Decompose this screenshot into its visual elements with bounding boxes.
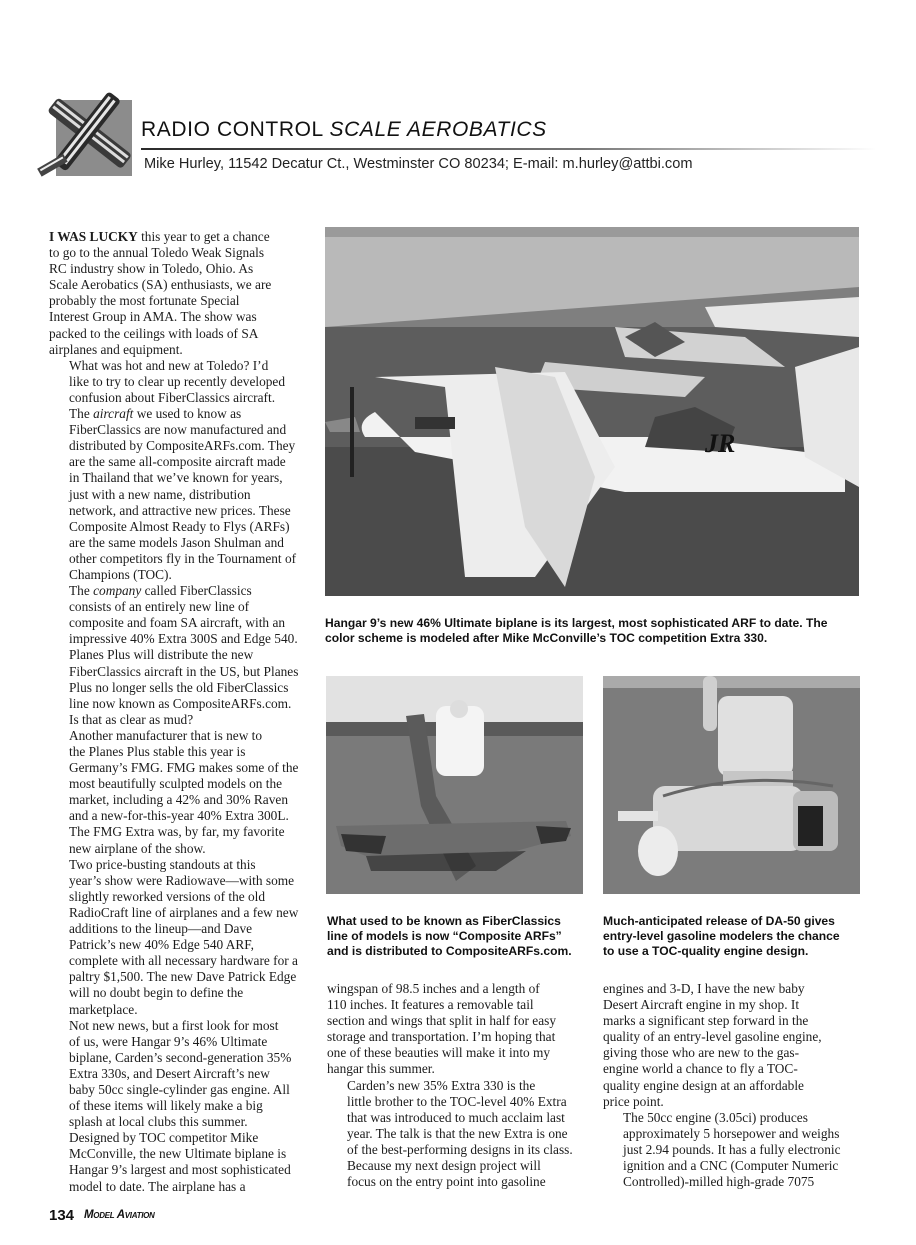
column-title	[141, 118, 547, 142]
page-number: 134	[49, 1207, 75, 1224]
paragraph	[49, 857, 311, 1018]
text-line: distributed by CompositeARFs.com. They	[69, 438, 296, 454]
text-line: giving those who are new to the gas-	[603, 1045, 800, 1061]
text-line: hangar this summer.	[327, 1061, 435, 1077]
text-line: Is that as clear as mud?	[69, 711, 194, 727]
text-line: Scale Aerobatics (SA) enthusiasts, we are	[49, 277, 272, 293]
svg-text:JR: JR	[705, 429, 736, 458]
text-line: Two price-busting standouts at this	[69, 856, 256, 872]
text-line: biplane, Carden’s second-generation 35%	[69, 1049, 292, 1065]
text-line: just with a new name, distribution	[69, 486, 251, 502]
text-line: to go to the annual Toledo Weak Signals	[49, 245, 265, 261]
text-line: one of these beauties will make it into my	[327, 1045, 551, 1061]
photo-da50-engine	[603, 676, 860, 894]
paragraph	[49, 229, 311, 358]
text-line: The FMG Extra was, by far, my favorite	[69, 824, 285, 840]
paragraph	[49, 1130, 311, 1194]
author-byline: Mike Hurley, 11542 Decatur Ct., Westminster CO 80234; E-mail: m.hurley@attbi.com	[144, 156, 693, 172]
paragraph	[327, 981, 589, 1078]
text-line: 110 inches. It features a removable tail	[327, 997, 534, 1013]
text-line: quality of an entry-level gasoline engine,	[603, 1029, 822, 1045]
header-rule	[141, 148, 876, 150]
text-line: packed to the ceilings with loads of SA	[49, 325, 259, 341]
text-run: The	[69, 583, 94, 599]
text-line: of the best-performing designs in its class.	[347, 1141, 573, 1157]
text-line: Designed by TOC competitor Mike	[69, 1130, 259, 1146]
text-line: and a new-for-this-year 40% Extra 300L.	[69, 808, 289, 824]
text-line: focus on the entry point into gasoline	[347, 1174, 546, 1190]
text-line: year. The talk is that the new Extra is one	[347, 1125, 568, 1141]
text-line: line now known as CompositeARFs.com.	[69, 695, 292, 711]
text-line: engine world a chance to fly a TOC-	[603, 1061, 798, 1077]
text-line: ignition and a CNC (Computer Numeric	[623, 1158, 839, 1174]
text-line: little brother to the TOC-level 40% Extra	[347, 1093, 567, 1109]
emphasis: aircraft	[93, 406, 134, 422]
text-line: wingspan of 98.5 inches and a length of	[327, 981, 540, 996]
caption-bottom-right-photo	[603, 914, 863, 959]
text-line: approximately 5 horsepower and weighs	[623, 1125, 840, 1141]
text-line: Because my next design project will	[347, 1158, 541, 1174]
text-line: marks a significant step forward in the	[603, 1013, 809, 1029]
text-line: other competitors fly in the Tournament of	[69, 550, 297, 566]
text-run: called FiberClassics	[141, 583, 252, 599]
paragraph	[49, 358, 311, 406]
magazine-name: Model Aviation	[84, 1209, 155, 1221]
article-column-2	[327, 981, 589, 1190]
paragraph	[49, 1018, 311, 1131]
text-line: baby 50cc single-cylinder gas engine. All	[69, 1081, 290, 1097]
title-plain: RADIO CONTROL	[141, 118, 330, 141]
text-line: confusion about FiberClassics aircraft.	[69, 389, 276, 405]
text-line: composite and foam SA aircraft, with an	[69, 615, 286, 631]
caption-line: color scheme is modeled after Mike McConville’s TOC competition Extra 330.	[325, 631, 768, 645]
text-run: we used to know as	[133, 406, 242, 422]
text-line: slightly reworked versions of the old	[69, 888, 266, 904]
text-line: Hangar 9’s largest and most sophisticated	[69, 1162, 291, 1178]
text-line: Plus no longer sells the old FiberClassics	[69, 679, 289, 695]
text-line: Planes Plus will distribute the new	[69, 647, 254, 663]
text-line: RC industry show in Toledo, Ohio. As	[49, 261, 254, 277]
text-line: Champions (TOC).	[69, 566, 172, 582]
paragraph	[327, 1158, 589, 1190]
text-line: Carden’s new 35% Extra 330 is the	[347, 1077, 536, 1093]
caption-line: entry-level gasoline modelers the chance	[603, 929, 840, 943]
caption-line: and is distributed to CompositeARFs.com.	[327, 944, 572, 958]
caption-line: Much-anticipated release of DA-50 gives	[603, 914, 835, 928]
text-line: of us, were Hangar 9’s 46% Ultimate	[69, 1033, 268, 1049]
caption-line: line of models is now “Composite ARFs”	[327, 929, 562, 943]
text-line: paltry $1,500. The new Dave Patrick Edge	[69, 969, 297, 985]
text-run: this year to get a chance	[137, 229, 270, 244]
text-line: airplanes and equipment.	[49, 341, 183, 357]
article-column-1	[49, 229, 311, 1195]
text-line: What was hot and new at Toledo? I’d	[69, 357, 269, 373]
text-line: are the same models Jason Shulman and	[69, 534, 284, 550]
text-line: RadioCraft line of airplanes and a few new	[69, 904, 299, 920]
text-line: Interest Group in AMA. The show was	[49, 309, 257, 325]
paragraph	[49, 728, 311, 857]
text-line: Composite Almost Ready to Flys (ARFs)	[69, 518, 290, 534]
paragraph	[49, 406, 311, 583]
text-line: FiberClassics aircraft in the US, but Planes	[69, 663, 299, 679]
text-line: Germany’s FMG. FMG makes some of the	[69, 760, 299, 776]
text-line: most beautifully sculpted models on the	[69, 776, 283, 792]
text-line: FiberClassics are now manufactured and	[69, 422, 287, 438]
text-line: section and wings that split in half for easy	[327, 1013, 557, 1029]
title-italic: SCALE AEROBATICS	[329, 118, 547, 141]
text-line: splash at local clubs this summer.	[69, 1114, 248, 1130]
text-line: market, including a 42% and 30% Raven	[69, 792, 288, 808]
text-run: The	[69, 406, 94, 422]
text-line: model to date. The airplane has a	[69, 1178, 246, 1194]
paragraph	[327, 1078, 589, 1158]
text-line: network, and attractive new prices. These	[69, 502, 291, 518]
paragraph	[603, 1110, 865, 1190]
text-line: in Thailand that we’ve known for years,	[69, 470, 283, 486]
text-line: Patrick’s new 40% Edge 540 ARF,	[69, 937, 254, 953]
text-line: probably the most fortunate Special	[49, 293, 240, 309]
text-line: that was introduced to much acclaim last	[347, 1109, 565, 1125]
text-line	[49, 583, 311, 599]
article-column-3	[603, 981, 865, 1190]
caption-line: to use a TOC-quality engine design.	[603, 944, 809, 958]
text-line: year’s show were Radiowave—with some	[69, 872, 295, 888]
text-line: complete with all necessary hardware for a	[69, 953, 298, 969]
caption-main-photo	[325, 616, 865, 646]
text-line: new airplane of the show.	[69, 840, 206, 856]
text-line: McConville, the new Ultimate biplane is	[69, 1146, 287, 1162]
text-line: engines and 3-D, I have the new baby	[603, 981, 805, 996]
text-line: are the same all-composite aircraft made	[69, 454, 286, 470]
text-line: Another manufacturer that is new to	[69, 727, 263, 743]
caption-line: What used to be known as FiberClassics	[327, 914, 561, 928]
paragraph	[49, 583, 311, 728]
photo-ultimate-biplane	[325, 227, 859, 596]
text-line: will no doubt begin to define the	[69, 985, 244, 1001]
text-line: quality engine design at an affordable	[603, 1077, 804, 1093]
text-line: The 50cc engine (3.05ci) produces	[623, 1109, 808, 1125]
caption-bottom-left-photo	[327, 914, 587, 959]
text-line: Controlled)-milled high-grade 7075	[623, 1174, 815, 1190]
emphasis: company	[93, 583, 142, 599]
photo-composite-arf	[326, 676, 583, 894]
text-line	[49, 229, 311, 245]
text-line: impressive 40% Extra 300S and Edge 540.	[69, 631, 298, 647]
text-line: consists of an entirely new line of	[69, 599, 250, 615]
paragraph	[603, 981, 865, 1110]
text-line: Not new news, but a first look for most	[69, 1017, 279, 1033]
caption-line: Hangar 9’s new 46% Ultimate biplane is its largest, most sophisticated ARF to date. The	[325, 616, 828, 630]
text-line: storage and transportation. I’m hoping that	[327, 1029, 556, 1045]
text-line: additions to the lineup—and Dave	[69, 921, 253, 937]
text-line: like to try to clear up recently developed	[69, 373, 286, 389]
text-line: marketplace.	[69, 1001, 138, 1017]
text-line: of these items will likely make a big	[69, 1098, 263, 1114]
text-line: Desert Aircraft engine in my shop. It	[603, 997, 800, 1013]
text-line	[49, 406, 311, 422]
text-line: the Planes Plus stable this year is	[69, 744, 246, 759]
text-line: just 2.94 pounds. It has a fully electronic	[623, 1141, 841, 1157]
aerobatic-airplane-logo-icon	[34, 86, 144, 182]
text-line: Extra 330s, and Desert Aircraft’s new	[69, 1065, 270, 1081]
lead-in: I WAS LUCKY	[49, 229, 138, 244]
text-line: price point.	[603, 1093, 664, 1109]
